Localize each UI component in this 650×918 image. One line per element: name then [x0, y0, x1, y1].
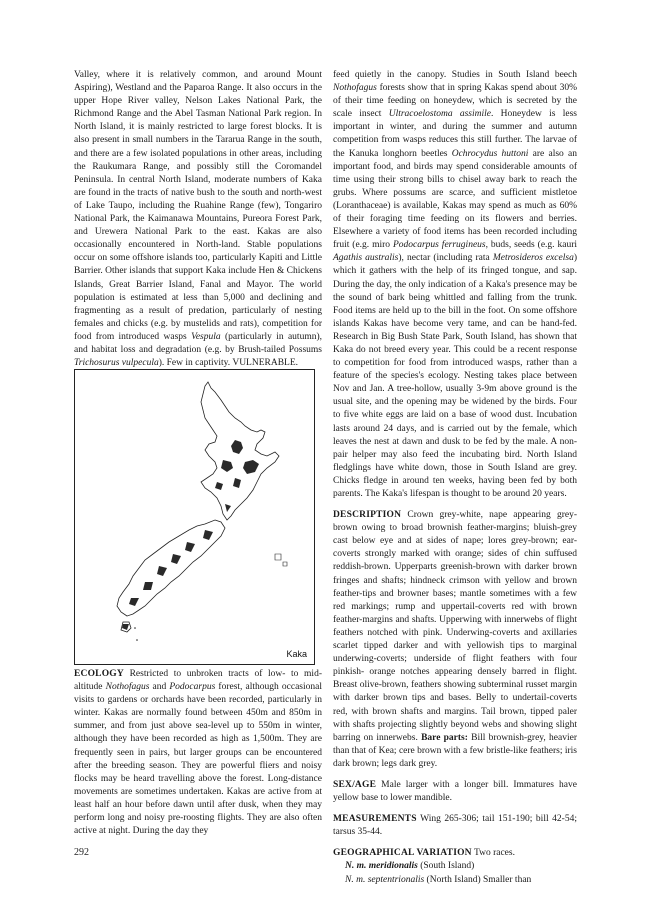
text-segment: . Honeydew is less important in winter, and during the summer and autumn competition from wasps reduces this still further. The larvae of the Kanuka longhorn beetles	[333, 109, 577, 159]
text-segment: ), nectar (including rata	[398, 253, 493, 264]
distribution-map	[74, 369, 315, 665]
race-2-name: N. m. septentrionalis	[345, 874, 425, 885]
geographical-variation-paragraph	[333, 847, 577, 860]
text-segment: are also an important food, and birds may spend considerable amounts of time using their strong bills to chisel away bark to reach the grubs. Where possums are scarce, and sufficient mistletoe (Loranthaceae) is available, Kakas may spend as much as 60% of their foraging time feeding on its flowers and berries. Elsewhere a variety of food items has been recorded including fruit (e.g. miro	[333, 148, 577, 251]
text-segment: (South Island)	[417, 861, 475, 872]
ecology-text-1: Restricted to unbroken tracts of low- to mid-altitude	[74, 669, 322, 693]
race-2	[333, 874, 577, 887]
bare-parts-label: Bare parts:	[421, 732, 468, 743]
podocarpus-name: Podocarpus	[169, 682, 216, 693]
map-label: Kaka	[286, 649, 307, 659]
ecology-heading: ECOLOGY	[74, 669, 124, 679]
species-name: Podocarpus ferrugineus	[392, 240, 486, 251]
text-segment: Two races.	[471, 848, 515, 859]
vespula-name: Vespula	[191, 331, 221, 342]
measurements-paragraph	[333, 813, 577, 839]
distribution-text-1: Valley, where it is relatively common, and around Mount Aspiring), Westland and the Paparoa Range. It also occurs in the upper Hope River valley, Nelson Lakes National Park, the Richmond Range and the Abel Tasman National Park region. In North Island, it is mainly restricted to large forest blocks. It is also present in small numbers in the Tararua Range in the south, and there are a few isolated populations in other areas, including the Raukumara Range, and possibly still the Coromandel Peninsula. In central North Island, moderate numbers of Kaka are found in the tracts of native bush to the south and north-west of Lake Taupo, including the Ruahine Range (few), Tongariro National Park, the Kaimanawa Mountains, Pureora Forest Park, and Urewera National Park to the east. Kakas are also occasionally encountered in North-land. Stable populations occur on some offshore islands too, particularly Kapiti and Little Barrier. Other islands that support Kaka include Hen & Chickens Islands, Great Barrier Island, Fanal and Mayor. The world population is estimated at less than 5,000 and declining and fragmenting as a result of predation, particularly of nesting females and chicks (e.g. by mustelids and rats), competition for food from introduced wasps	[74, 70, 322, 342]
text-segment: ) which it gathers with the help of its fringed tongue, and sap. During the day, the only indication of a Kaka's presence may be the sound of bark being whittled and falling from the trunk. Food items are held up to the bill in the foot. On some offshore islands Kakas have become very tame, and can be hand-fed. Research in Big Bush State Park, South Island, has shown that Kaka do not breed every year. This could be a recent response to competition for food from introduced wasps, rather than a feature of the species's ecology. Nesting takes place between Nov and Jan. A tree-hollow, usually 3-9m above ground is the usual site, and the opening may be widened by the birds. Four to five white eggs are laid on a base of wood dust. Incubation lasts around 24 days, and is carried out by the female, which leaves the nest at dawn and dusk to be fed by the male. A non-pair helper may also feed the incubating bird. North Island fledglings have white down, those in South Island are grey. Chicks fledge in around ten weeks, having been fed by both parents. The Kaka's lifespan is thought to be around 20 years.	[333, 253, 577, 499]
chatham-islands	[275, 554, 287, 566]
race-1-name: N. m. meridionalis	[345, 861, 418, 872]
left-column-text	[74, 69, 322, 370]
species-name: Ochrocydus huttoni	[451, 148, 529, 159]
ecology-paragraph	[74, 668, 322, 838]
distribution-text-2: (particularly in autumn), and habitat loss and degradation (e.g. by Brush-tailed Possums	[74, 331, 322, 355]
text-segment: forests show that in spring Kakas spend about 30% of their time feeding on honeydew, which is secreted by the scale insect	[333, 83, 577, 120]
new-zealand-map	[75, 370, 314, 664]
distribution-paragraph	[74, 69, 322, 370]
species-name: Agathis australis	[333, 253, 399, 264]
race-1	[333, 860, 577, 873]
text-segment: Wing 265-306; tail 151-190; bill 42-54; tarsus 35-44.	[333, 814, 577, 838]
ecology-section	[74, 668, 322, 838]
sex-age-heading: SEX/AGE	[333, 779, 377, 790]
description-heading: DESCRIPTION	[333, 510, 402, 521]
species-name: Metrosideros excelsa	[492, 253, 574, 264]
description-paragraph	[333, 509, 577, 771]
ecology-text-3: forest, although occasional visits to gardens or orchards have been recorded, particularly in winter. Kakas are normally found between 450m and 850m in summer, and from just above sea-level up to 550m in winter, although they have been recorded as high as 1,500m. They are frequently seen in pairs, but larger groups can be encountered after the breeding season. They are powerful fliers and noisy flocks may be heard travelling above the forest. Long-distance movements are sometimes undertaken. Kakas are active from at least half an hour before dawn until after dusk, when they may perform long and noisy pre-roosting flights. They are also often active at night. During the day they	[74, 682, 322, 837]
nothofagus-name: Nothofagus	[105, 682, 150, 693]
ecology-text-2: and	[149, 682, 170, 693]
text-segment: Crown grey-white, nape appearing grey-brown owing to broad brownish feather-margins; bluish-grey cast below eye and at sides of nape; lores grey-brown; ear-coverts strongly marked with orange; sides of chin suffused reddish-brown. Upperparts greenish-brown with darker brown fringes and shafts; hindneck crimson with yellow and brown feather-tips and browner bases; mantle sometimes with a few red markings; rump and uppertail-coverts red with brown feather-margins and shafts. Upperwing with innerwebs of flight feathers notched with pink. Underwing-coverts and axillaries scarlet tipped darker and with yellowish tips to marginal underwing-coverts; underside of flight feathers with four pinkish- orange notches appearing densely barred in flight. Breast olive-brown, feathers showing subterminal russet margin with darker brown tips and bases. Belly to undertail-coverts red, with brown shafts and margins. Tail brown, tipped paler with shafts projecting slightly beyond webs and showing slight barring on innerwebs.	[333, 510, 577, 743]
species-name: Nothofagus	[333, 83, 377, 94]
sex-age-paragraph	[333, 779, 577, 805]
right-column-text	[333, 69, 577, 887]
distribution-text-3: ). Few in captivity. VULNERABLE.	[158, 358, 299, 369]
text-segment: (North Island) Smaller than	[424, 874, 532, 885]
measurements-heading: MEASUREMENTS	[333, 814, 417, 825]
geographical-variation-heading: GEOGRAPHICAL VARIATION	[333, 848, 472, 859]
text-segment: Male larger with a longer bill. Immatures have yellow base to lower mandible.	[333, 779, 577, 804]
text-segment: feed quietly in the canopy. Studies in South Island beech	[333, 70, 577, 80]
feeding-breeding-paragraph	[333, 69, 577, 501]
text-segment: , buds, seeds (e.g. kauri	[485, 240, 578, 251]
page-number: 292	[74, 847, 89, 858]
species-name: Ultracoelostoma assimile	[388, 109, 492, 120]
trichosurus-name: Trichosurus vulpecula	[74, 358, 159, 369]
text-segment: Bill brownish-grey, heavier than that of Kea; cere brown with a few bristle-like feathers; iris dark brown; legs dark grey.	[333, 732, 578, 769]
